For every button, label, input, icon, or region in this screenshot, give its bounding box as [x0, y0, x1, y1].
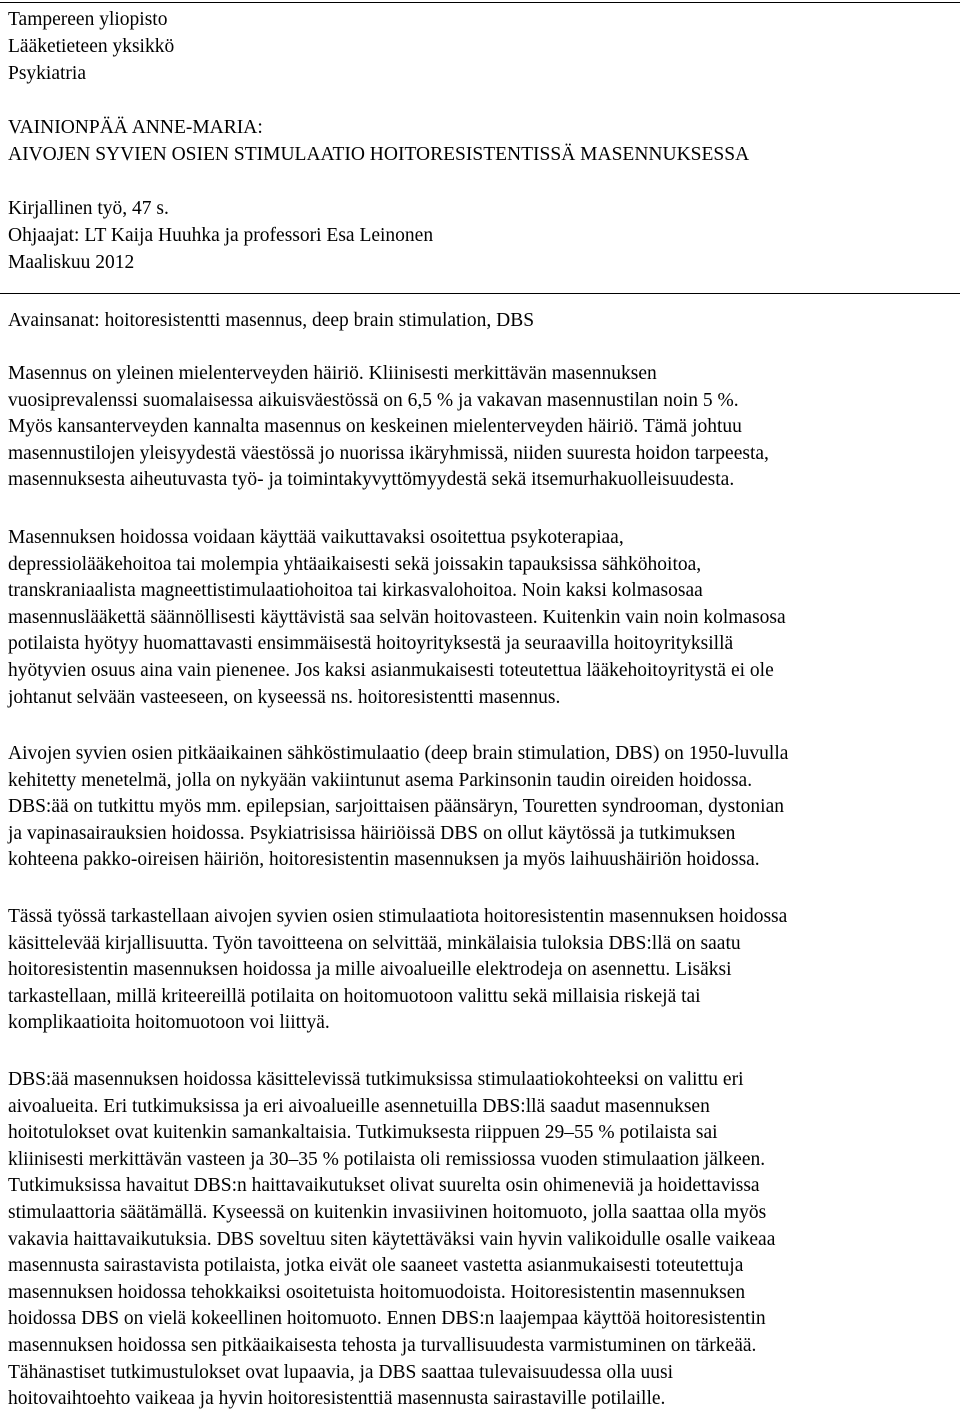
text-line: tarkastellaan, millä kriteereillä potilaita on hoitomuotoon valittu sekä millaisia riskejä tai: [8, 985, 701, 1007]
text-line: Tähänastiset tutkimustulokset ovat lupaavia, ja DBS saattaa tulevaisuudessa olla uusi: [8, 1361, 674, 1383]
text-line: transkraniaalista magneettistimulaatiohoitoa tai kirkasvalohoitoa. Noin kaksi kolmasosaa: [8, 580, 703, 602]
text-line: stimulaattoria säätämällä. Kyseessä on kuitenkin invasiivinen hoitomuoto, jolla saattaa olla myös: [8, 1201, 767, 1223]
text-line: vuosiprevalenssi suomalaisessa aikuisväestössä on 6,5 % ja vakavan masennustilan noin 5 %.: [8, 389, 739, 411]
text-line: masennusta sairastavista potilaista, jotka eivät ole saaneet vastetta asianmukaisesti toteutettuja: [8, 1255, 744, 1277]
header-divider: [0, 293, 960, 294]
paragraph-treatment: [8, 525, 952, 711]
text-line: vakavia haittavaikutuksia. DBS soveltuu siten käytettäväksi vain hyvin valikoidulle osalle vaikeaa: [8, 1228, 776, 1250]
page-count: Kirjallinen työ, 47 s.: [8, 198, 169, 219]
text-line: kohteena pakko-oireisen häiriön, hoitoresistentin masennuksen ja myös laihuushäiriön hoidossa.: [8, 849, 760, 871]
top-rule: [0, 2, 960, 3]
author-name: VAINIONPÄÄ ANNE-MARIA:: [8, 117, 263, 138]
text-line: depressiolääkehoitoa tai molempia yhtäaikaisesti sekä joissakin tapauksissa sähköhoitoa,: [8, 553, 702, 575]
text-line: masennuksesta aiheutuvasta työ- ja toimintakyvyttömyydestä sekä itsemurhakuolleisuudesta.: [8, 469, 735, 491]
paragraph-prevalence: [8, 361, 952, 494]
text-line: hoidossa DBS on vielä kokeellinen hoitomuoto. Ennen DBS:n laajempaa käyttöä hoitoresistentin: [8, 1308, 766, 1330]
text-line: aivoalueita. Eri tutkimuksissa ja eri aivoalueille asennetuilla DBS:llä saadut masennuksen: [8, 1095, 710, 1117]
text-line: masennuksen hoidossa tehokkaiksi osoitetuista hoitomuodoista. Hoitoresistentin masennuksen: [8, 1281, 746, 1303]
text-line: hoitovaihtoehto vaikeaa ja hyvin hoitoresistenttiä masennusta sairastaville potilaille.: [8, 1388, 666, 1410]
text-line: ja vapinasairauksien hoidossa. Psykiatrisissa häiriöissä DBS on ollut käytössä ja tutkimuksen: [8, 822, 736, 844]
text-line: Tässä työssä tarkastellaan aivojen syvien osien stimulaatiota hoitoresistentin masennuksen hoidossa: [8, 906, 788, 927]
text-line: komplikaatioita hoitomuotoon voi liittyä.: [8, 1012, 330, 1034]
text-line: DBS:ää masennuksen hoidossa käsittelevissä tutkimuksissa stimulaatiokohteeksi on valittu eri: [8, 1069, 744, 1090]
text-line: hoitoresistentin masennuksen hoidossa ja mille aivoalueille elektrodeja on asennettu. Lisäksi: [8, 959, 732, 981]
text-line: hoitotulokset ovat kuitenkin samankaltaisia. Tutkimuksesta riippuen 29–55 % potilaista sai: [8, 1122, 718, 1144]
text-line: Tutkimuksissa havaitut DBS:n haittavaikutukset olivat suurelta osin ohimeneviä ja hoidettavissa: [8, 1175, 760, 1197]
text-line: kliinisesti merkittävän vasteen ja 30–35 % potilaista oli remissiossa vuoden stimulaation jälkeen.: [8, 1148, 766, 1170]
keywords: Avainsanat: hoitoresistentti masennus, deep brain stimulation, DBS: [8, 310, 535, 331]
paragraph-results: [8, 1067, 952, 1413]
text-line: hyötyvien osuus aina vain pienenee. Jos kaksi asianmukaisesti toteutettua lääkehoitoyritystä ei ole: [8, 659, 774, 681]
paragraph-dbs-history: [8, 741, 952, 874]
text-line: käsittelevää kirjallisuutta. Työn tavoitteena on selvittää, minkälaisia tuloksia DBS:llä on saatu: [8, 932, 741, 954]
unit-name: Lääketieteen yksikkö: [8, 36, 175, 57]
publication-date: Maaliskuu 2012: [8, 252, 135, 273]
university-name: Tampereen yliopisto: [8, 9, 168, 30]
supervisors: Ohjaajat: LT Kaija Huuhka ja professori Esa Leinonen: [8, 225, 434, 246]
text-line: Masennuksen hoidossa voidaan käyttää vaikuttavaksi osoitettua psykoterapiaa,: [8, 527, 624, 548]
text-line: johtanut selvään vasteeseen, on kyseessä ns. hoitoresistentti masennus.: [8, 686, 561, 708]
text-line: kehitetty menetelmä, jolla on nykyään vakiintunut asema Parkinsonin taudin oireiden hoidossa.: [8, 769, 753, 791]
text-line: Myös kansanterveyden kannalta masennus on keskeinen mielenterveyden häiriö. Tämä johtuu: [8, 416, 742, 438]
department-name: Psykiatria: [8, 63, 86, 84]
text-line: DBS:ää on tutkittu myös mm. epilepsian, sarjoittaisen päänsäryn, Touretten syndrooman, dystonian: [8, 796, 784, 818]
paragraph-aims: [8, 904, 952, 1037]
text-line: masennuslääkettä säännöllisesti käyttävistä saa selvän hoitovasteen. Kuitenkin vain noin kolmasosa: [8, 606, 786, 628]
text-line: potilaista hyötyy huomattavasti ensimmäisestä hoitoyrityksestä ja seuraavilla hoitoyrityksillä: [8, 633, 734, 655]
text-line: Aivojen syvien osien pitkäaikainen sähköstimulaatio (deep brain stimulation, DBS) on 1950-luvulla: [8, 743, 789, 764]
thesis-title: AIVOJEN SYVIEN OSIEN STIMULAATIO HOITORESISTENTISSÄ MASENNUKSESSA: [8, 144, 750, 165]
text-line: Masennus on yleinen mielenterveyden häiriö. Kliinisesti merkittävän masennuksen: [8, 363, 657, 384]
text-line: masennuksen hoidossa sen pitkäaikaisesta tehosta ja turvallisuudesta varmistuminen on tärkeää.: [8, 1334, 757, 1356]
text-line: masennustilojen yleisyydestä väestössä jo nuorissa ikäryhmissä, niiden suuresta hoidon tarpeesta,: [8, 442, 769, 464]
